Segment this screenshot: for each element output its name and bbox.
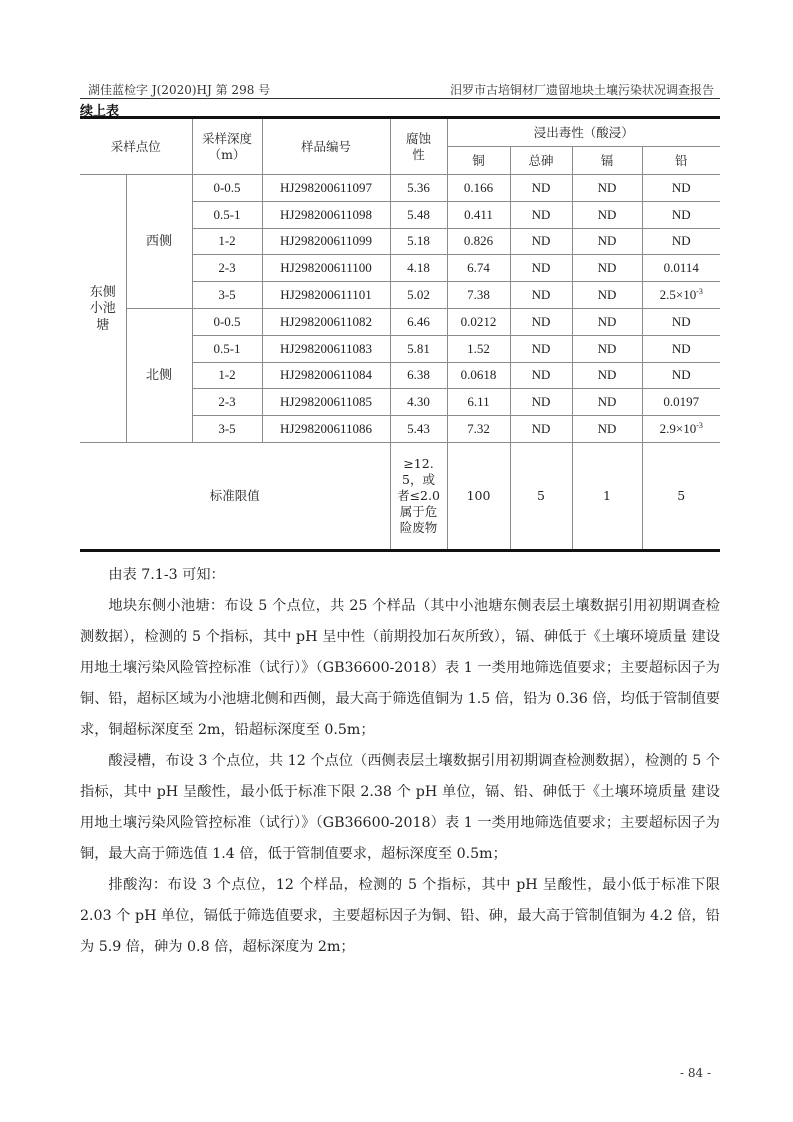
table-row [80, 308, 720, 335]
sample-id-cell: HJ298200611099 [262, 228, 390, 255]
sample-id-cell: HJ298200611100 [262, 255, 390, 282]
copper-cell: 0.0212 [447, 308, 510, 335]
copper-cell: 7.32 [447, 416, 510, 443]
ph-cell: 4.18 [390, 255, 447, 282]
page-header [80, 80, 720, 99]
header-corrosivity: 腐蚀性 [390, 118, 447, 175]
limit-label: 标准限值 [80, 442, 390, 550]
header-depth: 采样深度（m） [192, 118, 262, 175]
lead-value: 2.9×10 [659, 420, 697, 436]
limit-ph-text: ≥12.5，或者≤2.0属于危险废物 [397, 455, 440, 535]
report-number: 湖佳蓝检字 J(2020)HJ 第 298 号 [88, 83, 271, 97]
limit-arsenic: 5 [510, 442, 572, 550]
cadmium-cell: ND [572, 389, 642, 416]
lead-cell [642, 228, 720, 255]
lead-value: ND [671, 233, 691, 249]
lead-cell [642, 282, 720, 309]
paragraph: 由表 7.1-3 可知： [108, 567, 225, 583]
lead-cell [642, 416, 720, 443]
paragraph: 地块东侧小池塘：布设 5 个点位，共 25 个样品（其中小池塘东侧表层土壤数据引用初期调查检测数据），检测的 5 个指标，其中 pH 呈中性（前期投加石灰所致），镉、砷低于《土壤环境质量 建设用地土壤污染风险管控标准（试行）》（GB36600-2018）表 1 一类用地筛选值要求；主要超标因子为铜、铅，超标区域为小池塘北侧和西侧，最大高于筛选值铜为 1.5 倍，铅为 0.36 倍，均低于管制值要求，铜超标深度至 2m，铅超标深度至 0.5m； [80, 598, 720, 738]
depth-cell: 2-3 [192, 255, 262, 282]
lead-value: 0.0197 [663, 394, 700, 410]
header-row [80, 118, 720, 147]
lead-value: 0.0114 [663, 260, 699, 276]
lead-value: ND [671, 313, 691, 329]
standard-limit-row [80, 442, 720, 550]
header-leaching-group: 浸出毒性（酸浸） [447, 118, 720, 147]
ph-cell: 5.18 [390, 228, 447, 255]
depth-cell: 0-0.5 [192, 175, 262, 202]
body-text [80, 560, 720, 963]
ph-cell: 4.30 [390, 389, 447, 416]
sample-id-cell: HJ298200611086 [262, 416, 390, 443]
leaching-toxicity-table [80, 116, 720, 552]
paragraph: 酸浸槽，布设 3 个点位，共 12 个点位（西侧表层土壤数据引用初期调查检测数据），检测的 5 个指标，其中 pH 呈酸性，最小低于标准下限 2.38 个 pH 单位，镉、铅、砷低于《土壤环境质量 建设用地土壤污染风险管控标准（试行）》（GB36600-2018）表 1 一类用地筛选值要求；主要超标因子为铜，最大高于筛选值 1.4 倍，低于管制值要求，超标深度至 0.5m； [80, 753, 720, 862]
table-continued-label: 续上表 [80, 104, 120, 119]
lead-cell [642, 201, 720, 228]
copper-cell: 0.826 [447, 228, 510, 255]
header-location: 采样点位 [80, 118, 192, 175]
cadmium-cell: ND [572, 308, 642, 335]
sample-id-cell: HJ298200611083 [262, 335, 390, 362]
depth-cell: 1-2 [192, 228, 262, 255]
depth-cell: 0-0.5 [192, 308, 262, 335]
limit-copper: 100 [447, 442, 510, 550]
lead-exponent: -3 [696, 420, 703, 430]
arsenic-cell: ND [510, 335, 572, 362]
depth-cell: 1-2 [192, 362, 262, 389]
depth-cell: 3-5 [192, 416, 262, 443]
ph-cell: 6.38 [390, 362, 447, 389]
lead-value: ND [671, 367, 691, 383]
sample-id-cell: HJ298200611098 [262, 201, 390, 228]
table-row [80, 175, 720, 202]
limit-lead: 5 [642, 442, 720, 550]
ph-cell: 5.48 [390, 201, 447, 228]
site-cell: 东侧小池塘 [80, 175, 126, 443]
lead-cell [642, 255, 720, 282]
lead-value: 2.5×10 [659, 286, 697, 302]
cadmium-cell: ND [572, 362, 642, 389]
header-sample-id: 样品编号 [262, 118, 390, 175]
arsenic-cell: ND [510, 255, 572, 282]
copper-cell: 0.411 [447, 201, 510, 228]
arsenic-cell: ND [510, 416, 572, 443]
lead-exponent: -3 [696, 286, 703, 296]
arsenic-cell: ND [510, 389, 572, 416]
sample-id-cell: HJ298200611097 [262, 175, 390, 202]
lead-cell [642, 362, 720, 389]
lead-cell [642, 175, 720, 202]
cadmium-cell: ND [572, 201, 642, 228]
lead-cell [642, 335, 720, 362]
header-lead: 铅 [642, 147, 720, 175]
lead-value: ND [671, 206, 691, 222]
paragraph: 排酸沟：布设 3 个点位，12 个样品，检测的 5 个指标，其中 pH 呈酸性，最小低于标准下限 2.03 个 pH 单位，镉低于筛选值要求，主要超标因子为铜、铅、砷，最大高于管制值铜为 4.2 倍，铅为 5.9 倍，砷为 0.8 倍，超标深度为 2m； [80, 877, 720, 955]
header-cadmium: 镉 [572, 147, 642, 175]
page-number: - 84 - [680, 1066, 712, 1080]
arsenic-cell: ND [510, 308, 572, 335]
header-arsenic: 总砷 [510, 147, 572, 175]
sample-id-cell: HJ298200611085 [262, 389, 390, 416]
ph-cell: 5.43 [390, 416, 447, 443]
depth-cell: 0.5-1 [192, 201, 262, 228]
ph-cell: 6.46 [390, 308, 447, 335]
report-title: 汨罗市古培铜材厂遗留地块土壤污染状况调查报告 [449, 83, 714, 97]
cadmium-cell: ND [572, 335, 642, 362]
lead-cell [642, 389, 720, 416]
cadmium-cell: ND [572, 282, 642, 309]
copper-cell: 0.166 [447, 175, 510, 202]
ph-cell: 5.02 [390, 282, 447, 309]
depth-cell: 0.5-1 [192, 335, 262, 362]
arsenic-cell: ND [510, 282, 572, 309]
copper-cell: 1.52 [447, 335, 510, 362]
sample-id-cell: HJ298200611082 [262, 308, 390, 335]
sample-id-cell: HJ298200611101 [262, 282, 390, 309]
arsenic-cell: ND [510, 228, 572, 255]
header-copper: 铜 [447, 147, 510, 175]
limit-cadmium: 1 [572, 442, 642, 550]
copper-cell: 6.74 [447, 255, 510, 282]
group-cell: 北侧 [126, 308, 192, 442]
cadmium-cell: ND [572, 228, 642, 255]
arsenic-cell: ND [510, 175, 572, 202]
copper-cell: 7.38 [447, 282, 510, 309]
sample-id-cell: HJ298200611084 [262, 362, 390, 389]
cadmium-cell: ND [572, 416, 642, 443]
cadmium-cell: ND [572, 255, 642, 282]
copper-cell: 6.11 [447, 389, 510, 416]
limit-ph [390, 442, 447, 550]
cadmium-cell: ND [572, 175, 642, 202]
lead-cell [642, 308, 720, 335]
ph-cell: 5.36 [390, 175, 447, 202]
ph-cell: 5.81 [390, 335, 447, 362]
arsenic-cell: ND [510, 362, 572, 389]
lead-value: ND [671, 179, 691, 195]
lead-value: ND [671, 340, 691, 356]
arsenic-cell: ND [510, 201, 572, 228]
copper-cell: 0.0618 [447, 362, 510, 389]
depth-cell: 3-5 [192, 282, 262, 309]
depth-cell: 2-3 [192, 389, 262, 416]
group-cell: 西侧 [126, 175, 192, 309]
